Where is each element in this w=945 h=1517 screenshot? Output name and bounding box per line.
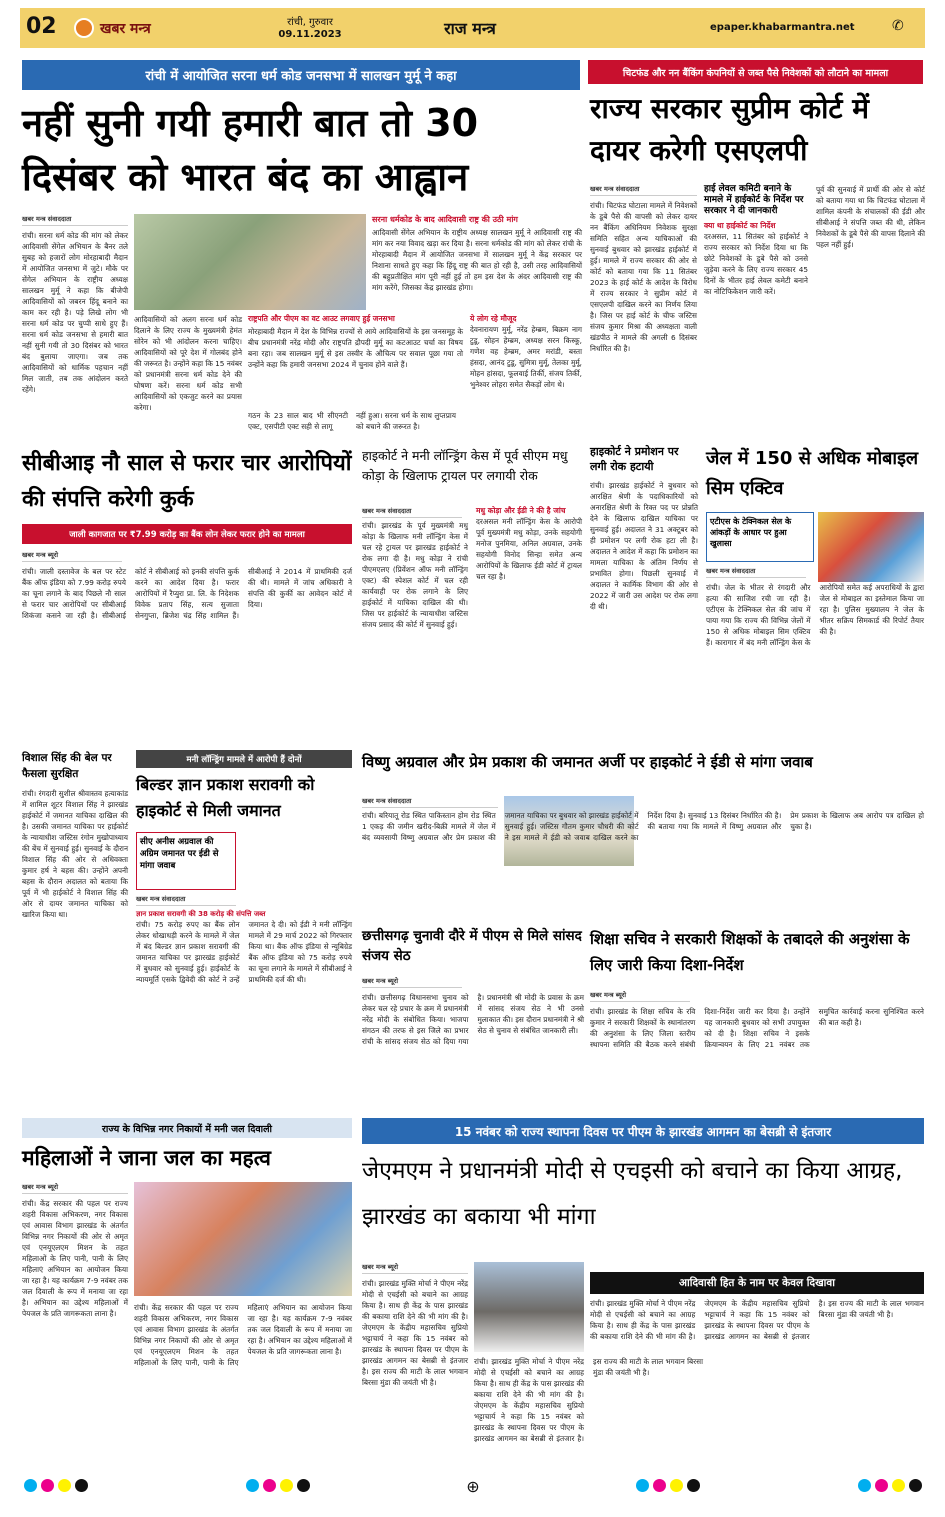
story6-sub-box (706, 512, 814, 562)
names-list: देवनारायण मुर्मू, नरेंद्र हेम्ब्रम, बिक्रम नाग टुडू, सोहन हेम्ब्रम, अध्यक्ष सरन किस्कू, गणेश वह हेम्ब्रम, अमर मरांडी, बस्ता हंसदा, आनंद टुडू, सुमित्रा मुर्मू, तेलका मुर्मू, मोहन हांसदा, फूलवाई तिर्की, संजय तिर्की, भुनेश्वर लोहरा समेत सैकड़ों लोग थे। (470, 325, 582, 389)
story5-body (590, 480, 698, 742)
story11-body (590, 990, 924, 1108)
story1-sub1-text: आदिवासी सेंगेल अभियान के राष्ट्रीय अध्यक्ष सालखन मुर्मू ने आदिवासी राष्ट्र की मांग कर नया विवाद खड़ा कर दिया है। सरना धर्मकोड की मांग को लेकर रांची के मोरहाबादी मैदान में आयोजित जनसभा में सालखन मुर्मू ने केंद्र सरकार पर निशाना साधते हुए कहा कि हिंदू राष्ट्र की बात हो रही है, उसी तरह आदिवासियों की बहुप्रतीक्षित मांग पूरी नहीं हुई तो हम इस देश के अंदर आदिवासी राष्ट्र की मांग करेंगे, जिसका केंद्र झारखंड होगा। (372, 228, 582, 292)
story9-headline: विष्णु अग्रवाल और प्रेम प्रकाश की जमानत अर्जी पर हाइकोर्ट ने ईडी से मांगा जवाब (362, 753, 813, 771)
story12-kicker-text: राज्य के विभिन्न नगर निकायों में मनी जल दिवाली (101, 1123, 273, 1135)
story2-sub: क्या था हाईकोर्ट का निर्देश (704, 221, 776, 230)
story8-text: रांची। 75 करोड़ रुपए का बैंक लोन लेकर धोखाधड़ी करने के मामले में जेल में बंद बिल्डर ज्ञान प्रकाश सरावगी की जमानत याचिका पर झारखंड हाईकोर्ट में बुधवार को सुनवाई हुई। हाईकोर्ट के न्यायमूर्ति एसके द्विवेदी की कोर्ट ने उन्हें जमानत दे दी। को ईडी ने मनी लॉन्ड्रिंग मामले में 29 मार्च 2022 को गिरफ्तार किया था। बैंक ऑफ इंडिया से न्यूबिग्रेड बैंक ऑफ इंडिया को 75 करोड़ रुपये का चूना लगाने के मामले में सीबीआई ने प्राथमिकी दर्ज की थी। (136, 920, 352, 984)
story1-col2: आदिवासियों को अलग सरना धर्म कोड दिलाने के लिए राज्य के मुख्यमंत्री हेमंत सोरेन को भी आंदोलन करना चाहिए। आदिवासियों को पूरे देश में गोलबंद होने की जरूरत है। उन्होंने कहा कि 15 नवंबर को प्रधानमंत्री सरना धर्म कोड देने की घोषणा करें। सरना धर्म कोड सभी आदिवासियों को एकजुट करने का प्रयास करेगा। (134, 315, 242, 412)
story4-sub-text: दरअसल मनी लॉन्ड्रिंग केस के आरोपी पूर्व मुख्यमंत्री मधु कोड़ा, उनके सहयोगी मनोज पुनमिया, अनिल अग्रवाल, उनके सहयोगी विनोद सिन्हा समेत अन्य आरोपियों के खिलाफ ईडी कोर्ट में ट्रायल चल रहा है। (476, 517, 582, 581)
story12-body (22, 1182, 352, 1460)
byline: खबर मन्त्र संवाददाता (362, 506, 462, 518)
byline: खबर मन्त्र संवाददाता (362, 796, 498, 808)
masthead (20, 8, 925, 48)
story11-text: रांची। झारखंड के शिक्षा सचिव के रवि कुमार ने सरकारी शिक्षकों के स्थानांतरण की अनुशंसा के लिए जिला स्तरीय स्थापना समिति की बैठक करने संबंधी दिशा-निर्देश जारी कर दिया है। उन्होंने यह जानकारी बुधवार को सभी उपायुक्त को दी है। शिक्षा सचिव ने इसके क्रियान्वयन के लिए 21 नवंबर तक समुचित कार्रवाई करना सुनिश्चित करने की बात कही है। (590, 1007, 924, 1049)
story8-sub: ज्ञान प्रकाश सरावगी की 38 करोड़ की संपत्ति जब्त (136, 910, 266, 918)
story3-body (22, 550, 352, 740)
story12-headline: महिलाओं ने जाना जल का महत्व (22, 1146, 271, 1170)
story12-kicker (22, 1118, 352, 1138)
jmm-leader-photo (474, 1262, 584, 1352)
story6-body (706, 566, 924, 742)
story4-text: रांची। झारखंड के पूर्व मुख्यमंत्री मधु कोड़ा के खिलाफ मनी लॉन्ड्रिंग केस में चल रहे ट्रायल पर झारखंड हाईकोर्ट ने रोक लगा दी है। मधु कोड़ा ने रांची पीएमएलए (प्रिवेंशन ऑफ मनी लॉन्ड्रिंग एक्ट) की स्पेशल कोर्ट में चल रही कार्यवाही पर रोक लगाने के लिए हाईकोर्ट में याचिका दाखिल की थी। जिस पर हाईकोर्ट के न्यायाधीश जस्टिस संजय प्रसाद की कोर्ट में सुनवाई हुई। (362, 521, 468, 629)
story4-sub: मधु कोड़ा और ईडी ने की है जांच (476, 506, 566, 515)
story11-headline: शिक्षा सचिव ने सरकारी शिक्षकों के तबादले की अनुशंसा के लिए जारी किया दिशा-निर्देश (590, 930, 910, 974)
story10-headline: छत्तीसगढ़ चुनावी दौरे में पीएम से मिले सांसद संजय सेठ (362, 928, 582, 964)
story4-body (362, 506, 582, 740)
byline: खबर मन्त्र ब्यूरो (22, 1182, 128, 1194)
epaper-url[interactable]: epaper.khabarmantra.net (710, 22, 855, 33)
story2-headline: राज्य सरकार सुप्रीम कोर्ट में दायर करेगी एसएलपी (590, 92, 870, 167)
story4-headline: हाइकोर्ट ने मनी लॉन्ड्रिंग केस में पूर्व सीएम मधु कोड़ा के खिलाफ ट्रायल पर लगायी रोक (362, 448, 568, 483)
story3-sub: जाली कागजात पर ₹7.99 करोड़ का बैंक लोन लेकर फरार होने का मामला (22, 524, 352, 544)
story12-text-more: रांची। केंद्र सरकार की पहल पर राज्य शहरी विकास अभिकरण, नगर विकास एवं आवास विभाग झारखंड के अंतर्गत विभिन्न नगर निकायों की ओर से अमृत एवं एनयूएलएम मिशन के तहत महिलाओं के लिए पानी, पानी के लिए महिलाएं अभियान का आयोजन किया जा रहा है। यह कार्यक्रम 7-9 नवंबर तक जल दिवाली के रूप में मनाया जा रहा है। अभियान का उद्देश्य महिलाओं में पेयजल के प्रति जागरूकता लाना है। (134, 1303, 352, 1367)
story13-text-2: रांची। झारखंड मुक्ति मोर्चा ने पीएम नरेंद्र मोदी से एचईसी को बचाने का आग्रह किया है। साथ ही केंद्र के पास झारखंड की बकाया राशि देने की भी मांग की है। जेएमएम के केंद्रीय महासचिव सुप्रियो भट्टाचार्य ने कहा कि 15 नवंबर को झारखंड के स्थापना दिवस पर पीएम के झारखंड आगमन का बेसब्री से इंतजार है। इस राज्य की माटी के लाल भगवान बिरसा मुंडा की जयंती भी है। (474, 1357, 703, 1443)
brand-name: खबर मन्त्र (100, 21, 151, 37)
story6-text: रांची। जेल के भीतर से रंगदारी और हत्या की साजिश रची जा रही है। एटीएस के टेक्निकल सेल की जांच में पाया गया कि राज्य की विभिन्न जेलों में 150 से अधिक मोबाइल सिम एक्टिव हैं। कारागार में बंद मनी लॉन्ड्रिंग केस के आरोपियों समेत कई अपराधियों के द्वारा जेल से मोबाइल का इस्तेमाल किया जा रहा है। पुलिस मुख्यालय ने जेल के भीतर सक्रिय सिमकार्ड की रिपोर्ट तैयार की है। (706, 583, 924, 647)
phone-icon: ✆ (892, 18, 904, 34)
story5-text: रांची। झारखंड हाईकोर्ट ने बुधवार को आरक्षित श्रेणी के पदाधिकारियों को अनारक्षित श्रेणी के रिक्त पद पर प्रोन्नति देने के खिलाफ दाखिल याचिका पर सुनवाई हुई। अदालत ने 31 अक्टूबर को ही प्रमोशन पर लगी रोक हटा ली है। अदालत ने आदेश में कहा कि प्रमोशन का मामला याचिका के अंतिम निर्णय से प्रभावित होगा। पिछली सुनवाई में अदालत ने कार्मिक विभाग की ओर से 2022 में जारी उस आदेश पर रोक लगा दी थी। (590, 481, 698, 611)
rally-photo (134, 214, 366, 310)
story13-text: रांची। झारखंड मुक्ति मोर्चा ने पीएम नरेंद्र मोदी से एचईसी को बचाने का आग्रह किया है। साथ ही केंद्र के पास झारखंड की बकाया राशि देने की भी मांग की है। जेएमएम के केंद्रीय महासचिव सुप्रियो भट्टाचार्य ने कहा कि 15 नवंबर को झारखंड के स्थापना दिवस पर पीएम के झारखंड आगमन का बेसब्री से इंतजार है। इस राज्य की माटी के लाल भगवान बिरसा मुंडा की जयंती भी है। (362, 1279, 468, 1387)
story5-headline: हाइकोर्ट ने प्रमोशन पर लगी रोक हटायी (590, 445, 679, 473)
story13-box-text: आदिवासी हित के नाम पर केवल दिखावा (679, 1276, 835, 1289)
story2-kicker: चिटफंड और नन बैंकिंग कंपनियों से जब्त पैसे निवेशकों को लौटाने का मामला (588, 60, 923, 84)
story2-sub-text: दरअसल, 11 सितंबर को हाईकोर्ट ने राज्य सरकार को निर्देश दिया था कि छोटे निवेशकों के डूबे पैसे को उनसे जुड़ेवा करने के लिए राज्य सरकार 45 दिनों के भीतर हाई लेवल कमेटी बनाने का नोटिफिकेशन जारी करें। (704, 232, 808, 296)
story13-kicker: 15 नवंबर को राज्य स्थापना दिवस पर पीएम के झारखंड आगमन का बेसब्री से इंतजार (362, 1118, 924, 1144)
story1-headline: नहीं सुनी गयी हमारी बात तो 30 दिसंबर को भारत बंद का आह्वान (22, 101, 479, 199)
story3-text: रांची। जाली दस्तावेज के बल पर स्टेट बैंक ऑफ इंडिया को 7.99 करोड़ रुपये का चूना लगाने के बाद पिछले नौ साल से फरार चार आरोपियों पर सीबीआई शिकंजा कसने जा रही है। सीबीआई कोर्ट ने सीबीआई को इनकी संपत्ति कुर्क करने का आदेश दिया है। फरार आरोपियों में रैप्युरा प्रा. लि. के निदेशक विवेक प्रताप सिंह, सत्य सुजाता सेनगुप्ता, ब्रिजेश चंद्र सिंह शामिल हैं। सीबीआई ने 2014 में प्राथमिकी दर्ज की थी। मामले में जांच अधिकारी ने संपत्ति की कुर्की का आवेदन कोर्ट में दिया। (22, 567, 352, 620)
byline: खबर मन्त्र संवाददाता (22, 214, 128, 226)
story13-text-3: रांची। झारखंड मुक्ति मोर्चा ने पीएम नरेंद्र मोदी से एचईसी को बचाने का आग्रह किया है। साथ ही केंद्र के पास झारखंड की बकाया राशि देने की भी मांग की है। जेएमएम के केंद्रीय महासचिव सुप्रियो भट्टाचार्य ने कहा कि 15 नवंबर को झारखंड के स्थापना दिवस पर पीएम के झारखंड आगमन का बेसब्री से इंतजार है। इस राज्य की माटी के लाल भगवान बिरसा मुंडा की जयंती भी है। (590, 1299, 924, 1341)
story2-box: हाई लेवल कमिटी बनाने के मामले में हाईकोर्ट के निर्देश पर सरकार ने दी जानकारी (704, 184, 804, 216)
story13-body (362, 1262, 924, 1462)
story8-box-text: सीए अनीस अग्रवाल की अग्रिम जमानत पर ईडी से मांगा जवाब (140, 837, 219, 871)
byline: खबर मन्त्र संवाददाता (590, 184, 697, 196)
story7-text: रांची। रंगदारी सुशील श्रीवास्तव हत्याकांड में शामिल शूटर विशाल सिंह ने झारखंड हाईकोर्ट में जमानत याचिका दाखिल की है। उसकी जमानत याचिका पर हाईकोर्ट के न्यायाधीश जस्टिस रंगोन मुखोपाध्याय की बेंच में सुनवाई हुई। सुनवाई के दौरान विशाल सिंह की ओर से अधिवक्ता कुमार हर्ष ने बहस की। उन्होंने अपनी बहस के दौरान अदालत को बताया कि पूर्व में भी हाईकोर्ट ने विशाल सिंह की ओर से दायर जमानत याचिका को खारिज किया था। (22, 789, 128, 919)
story2-text2: पूर्व की सुनवाई में प्रार्थी की ओर से कोर्ट को बताया गया था कि चिटफंड घोटाला में शामिल कंपनी के संचालकों की ईडी और सीबीआई ने संपत्ति जब्त की थी, लेकिन निवेशकों के डूबे पैसे की वापस दिलाने की पहल नहीं हुई। (816, 185, 925, 249)
color-registration-marks (22, 1474, 924, 1498)
page-number: 02 (26, 14, 57, 39)
story9-text: रांची। बरियातू रोड स्थित पाकिस्तान होम रोड स्थित 1 एकड़ की जमीन खरीद-बिक्री मामले में जेल में बंद व्यवसायी विष्णु अग्रवाल और प्रेम प्रकाश की जमानत याचिका पर बुधवार को झारखंड हाईकोर्ट में सुनवाई हुई। जस्टिस गौतम कुमार चौधरी की कोर्ट ने इस मामले में ईडी को जवाब दाखिल करने का निर्देश दिया है। सुनवाई 13 दिसंबर निर्धारित की है। की बताया गया कि मामले में विष्णु अग्रवाल और प्रेम प्रकाश के खिलाफ अब आरोप पत्र दाखिल हो चुका है। (362, 811, 924, 842)
masthead-city-day: रांची, गुरुवार (287, 17, 333, 28)
story8-body (136, 894, 352, 1108)
story10-body (362, 976, 584, 1108)
story8-kicker (136, 750, 352, 768)
story8-headline: बिल्डर ज्ञान प्रकाश सरावगी को हाइकोर्ट से मिली जमानत (136, 775, 315, 820)
story1-col4: नहीं हुआ। सरना धर्म के साथ लुप्तप्राय को बचाने की जरूरत है। (356, 411, 456, 431)
story10-text: रांची। छत्तीसगढ़ विधानसभा चुनाव को लेकर चल रहे प्रचार के क्रम में प्रधानमंत्री नरेंद्र मोदी के संबोधित किया। भाजपा संगठन की तरफ से इस जिले का प्रभार रांची के सांसद संजय सेठ को दिया गया है। प्रधानमंत्री श्री मोदी के प्रवास के क्रम में सांसद संजय सेठ ने भी उनसे मुलाकात की। इस दौरान प्रधानमंत्री ने श्री सेठ से चुनाव से संबंधित जानकारी ली। (362, 993, 584, 1046)
story8-kicker-text: मनी लॉन्ड्रिंग मामले में आरोपी हैं दोनों (186, 754, 302, 765)
byline: खबर मन्त्र ब्यूरो (362, 1262, 468, 1274)
byline: खबर मन्त्र संवाददाता (706, 566, 806, 578)
story1-col1: रांची। सरना धर्म कोड की मांग को लेकर आदिवासी सेंगेल अभियान के बैनर तले सुबह को हजारों लोग मोरहाबादी मैदान में आयोजित जनसभा में जुटे। मौके पर सेंगेल अभियान के राष्ट्रीय अध्यक्ष सालखन मुर्मू ने कहा कि बीजेपी आदिवासियों को जबरन हिंदू बनाने का काम कर रही है। पड़े लिखे लोग भी सरना धर्म कोड पर चुप्पी साधे हुए हैं। सरना धर्म कोड जनसभा से हमारी बात नहीं सुनी गयी तो 30 दिसंबर को भारत बंद बुलाया जाएगा। जब तक आदिवासियों को धार्मिक पहचान नहीं मिल जाती, तब तक आंदोलन करते रहेंगे। (22, 231, 128, 394)
story1-body (22, 214, 582, 446)
registration-crosshair-icon: ⊕ (466, 1476, 480, 1496)
byline: खबर मन्त्र ब्यूरो (590, 990, 690, 1002)
brand-logo-icon (74, 18, 94, 38)
story9-body (362, 796, 924, 920)
story12-text: रांची। केंद्र सरकार की पहल पर राज्य शहरी विकास अभिकरण, नगर विकास एवं आवास विभाग झारखंड के अंतर्गत विभिन्न नगर निकायों की ओर से अमृत एवं एनयूएलएम मिशन के तहत महिलाओं के लिए पानी, पानी के लिए महिलाएं अभियान का आयोजन किया जा रहा है। यह कार्यक्रम 7-9 नवंबर तक जल दिवाली के रूप में मनाया जा रहा है। अभियान का उद्देश्य महिलाओं में पेयजल के प्रति जागरूकता लाना है। (22, 1199, 128, 1318)
story2-text: रांची। चिटफंड घोटाला मामले में निवेशकों के डूबे पैसे की वापसी को लेकर दायर नन बैंकिंग अधिनियम निवेशक सुरक्षा समिति सहित अन्य याचिकाओं की सुनवाई बुधवार को झारखंड हाईकोर्ट में हुई। मामले में राज्य सरकार की ओर से कोर्ट को बताया गया कि 11 सितंबर 2023 के हाई कोर्ट के आदेश के विरोध में राज्य सरकार ने सुप्रीम कोर्ट में एसएलपी दाखिल करने का निर्णय लिया है। जिस पर हाई कोर्ट के चीफ जस्टिस संजय कुमार मिश्रा की अध्यक्षता वाली खंडपीठ ने मामले की अगली 6 दिसंबर निर्धारित की है। (590, 201, 697, 353)
women-group-photo (134, 1182, 352, 1296)
names-heading: ये लोग रहे मौजूद (470, 314, 517, 323)
masthead-date: 09.11.2023 (278, 29, 342, 40)
story7-body (22, 788, 128, 1108)
story2-body (590, 184, 925, 434)
story1-sub1: सरना धर्मकोड के बाद आदिवासी राष्ट्र की उठी मांग (372, 215, 518, 224)
story1-col3: गठन के 23 साल बाद भी सीएनटी एक्ट, एसपीटी एक्ट सही से लागू (248, 411, 348, 431)
story1-kicker: रांची में आयोजित सरना धर्म कोड जनसभा में सालखन मुर्मू ने कहा (22, 60, 580, 90)
byline: खबर मन्त्र संवाददाता (136, 894, 236, 906)
story6-sub: एटीएस के टेक्निकल सेल के आंकड़ों के आधार पर हुआ खुलासा (710, 517, 792, 548)
story1-sub2-text: मोरहाबादी मैदान में देश के विभिन्न राज्यों से आये आदिवासियों के इस जनसमूह के बीच प्रधानमंत्री नरेंद्र मोदी और राष्ट्रपति द्रौपदी मुर्मू का कटआउट चर्चा का विषय बना रहा। जब सालखन मुर्मू से इस तस्वीर के औचित्य पर सवाल पूछा गया तो उन्होंने कहा कि हमारी जनसभा 2024 में चुनाव होने वाले हैं। (248, 327, 463, 369)
section-name: राज मन्त्र (444, 19, 496, 38)
story3-headline: सीबीआइ नौ साल से फरार चार आरोपियों की संपत्ति करेगी कुर्क (22, 451, 352, 512)
story7-headline: विशाल सिंह की बेल पर फैसला सुरक्षित (22, 752, 112, 780)
story13-headline: जेएमएम ने प्रधानमंत्री मोदी से एचइसी को बचाने का किया आग्रह, झारखंड का बकाया भी मांगा (362, 1158, 903, 1230)
byline: खबर मन्त्र ब्यूरो (22, 550, 122, 562)
story6-headline: जेल में 150 से अधिक मोबाइल सिम एक्टिव (706, 448, 919, 499)
story1-sub2: राष्ट्रपति और पीएम का वट आउट लगवाए हुई जनसभा (248, 314, 395, 323)
byline: खबर मन्त्र ब्यूरो (362, 976, 462, 988)
story8-box (136, 832, 236, 890)
